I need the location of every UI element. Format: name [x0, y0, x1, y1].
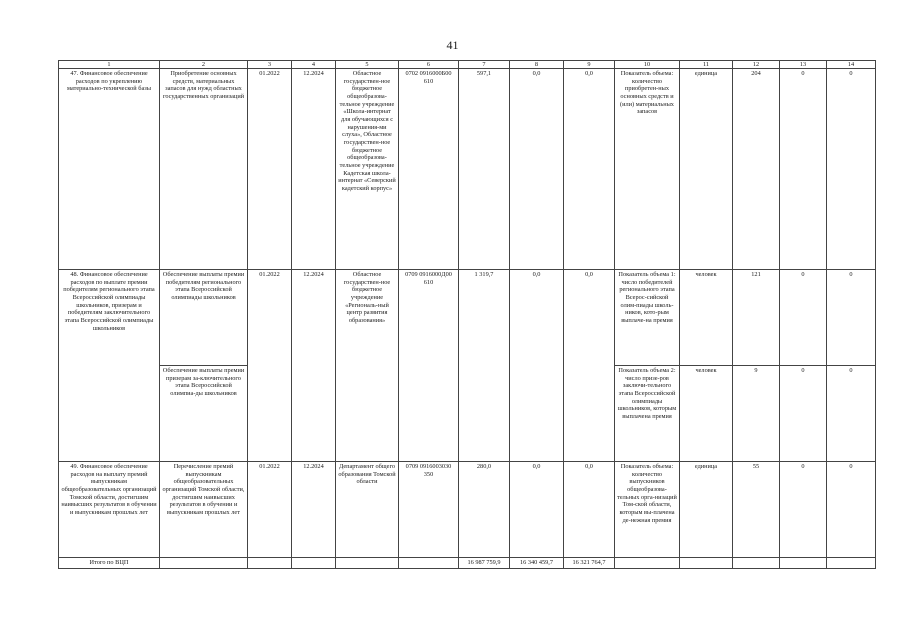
budget-code-cell: 0702 0916000Б00 610	[399, 69, 459, 270]
column-header: 12	[733, 61, 780, 69]
event-cell: Обеспечение выплаты премии победителям регионального этапа Всероссийской олимпиады школьников	[160, 270, 248, 366]
unit-cell: человек	[680, 366, 733, 462]
event-cell: Обеспечение выплаты премии призерам за-ключительного этапа Всероссийской олимпиа-ды школьников	[160, 366, 248, 462]
column-header: 3	[248, 61, 292, 69]
indicator-cell: Показатель объема: количество приобретен-ных основных средств и (или) материальных запасов	[615, 69, 680, 270]
start-date-cell: 01.2022	[248, 69, 292, 270]
column-header: 9	[564, 61, 615, 69]
value-cell: 0	[827, 270, 876, 366]
empty-cell	[780, 558, 827, 569]
amount-cell: 280,0	[459, 462, 510, 558]
value-cell: 121	[733, 270, 780, 366]
executor-cell: Областное государствен-ное бюджетное общеобразова-тельное учреждение «Школа-интернат для обучающихся с нарушения-ми слуха», Областное государствен-ное бюджетное общеобразова-тельное учреждение Кадетская школа-интернат «Северский кадетский корпус»	[336, 69, 399, 270]
empty-cell	[336, 558, 399, 569]
value-cell: 0	[827, 366, 876, 462]
executor-cell: Областное государствен-ное бюджетное учреждение «Региональ-ный центр развития образования»	[336, 270, 399, 462]
value-cell: 0	[827, 69, 876, 270]
task-cell: 48. Финансовое обеспечение расходов по выплате премии победителям регионального этапа Всероссийской олимпиады школьников, призерам и победителям заключительного этапа Всероссийской олимпиады школьников	[59, 270, 160, 462]
amount-cell: 0,0	[564, 462, 615, 558]
event-cell: Перечисление премий выпускникам общеобразовательных организаций Томской области, достигшим наивысших результатов в обучении и выпускникам прошлых лет	[160, 462, 248, 558]
column-header: 4	[292, 61, 336, 69]
column-header: 7	[459, 61, 510, 69]
unit-cell: единица	[680, 69, 733, 270]
value-cell: 0	[780, 270, 827, 366]
column-header: 8	[510, 61, 564, 69]
value-cell: 55	[733, 462, 780, 558]
unit-cell: человек	[680, 270, 733, 366]
column-header: 10	[615, 61, 680, 69]
task-cell: 47. Финансовое обеспечение расходов по укреплению материально-технической базы	[59, 69, 160, 270]
total-amount-cell: 16 340 459,7	[510, 558, 564, 569]
empty-cell	[680, 558, 733, 569]
end-date-cell: 12.2024	[292, 462, 336, 558]
header-row	[59, 61, 876, 69]
column-header: 5	[336, 61, 399, 69]
unit-cell: единица	[680, 462, 733, 558]
empty-cell	[248, 558, 292, 569]
value-cell: 9	[733, 366, 780, 462]
amount-cell: 597,1	[459, 69, 510, 270]
table-row	[59, 462, 876, 558]
total-amount-cell: 16 987 759,9	[459, 558, 510, 569]
total-amount-cell: 16 321 764,7	[564, 558, 615, 569]
total-row	[59, 558, 876, 569]
task-cell: 49. Финансовое обеспечение расходов на выплату премий выпускникам общеобразовательных организаций Томской области, достигшим наивысших результатов в обучении и выпускникам прошлых лет	[59, 462, 160, 558]
start-date-cell: 01.2022	[248, 462, 292, 558]
end-date-cell: 12.2024	[292, 69, 336, 270]
indicator-cell: Показатель объема 2: число призе-ров заключи-тельного этапа Всероссийской олимпиады школьников, которым выплачена премия	[615, 366, 680, 462]
column-header: 14	[827, 61, 876, 69]
value-cell: 204	[733, 69, 780, 270]
column-header: 11	[680, 61, 733, 69]
indicator-cell: Показатель объема 1: число победителей регионального этапа Всерос-сийской олим-пиады школь-ников, кото-рым выплаче-на премия	[615, 270, 680, 366]
empty-cell	[733, 558, 780, 569]
empty-cell	[615, 558, 680, 569]
empty-cell	[827, 558, 876, 569]
amount-cell: 0,0	[510, 270, 564, 462]
value-cell: 0	[780, 366, 827, 462]
event-cell: Приобретение основных средств, материальных запасов для нужд областных государственных организаций	[160, 69, 248, 270]
value-cell: 0	[827, 462, 876, 558]
amount-cell: 1 319,7	[459, 270, 510, 462]
value-cell: 0	[780, 462, 827, 558]
budget-code-cell: 0709 0916000Д00 610	[399, 270, 459, 462]
column-header: 2	[160, 61, 248, 69]
start-date-cell: 01.2022	[248, 270, 292, 462]
executor-cell: Департамент общего образования Томской области	[336, 462, 399, 558]
value-cell: 0	[780, 69, 827, 270]
indicator-cell: Показатель объема: количество выпускников общеобразова-тельных орга-низаций Том-ской области, которым вы-плачена де-нежная премия	[615, 462, 680, 558]
column-header: 6	[399, 61, 459, 69]
budget-code-cell: 0709 0916003030 350	[399, 462, 459, 558]
page-number: 41	[446, 38, 459, 52]
column-header: 1	[59, 61, 160, 69]
empty-cell	[160, 558, 248, 569]
amount-cell: 0,0	[564, 69, 615, 270]
total-label: Итого по ВЦП	[59, 558, 160, 569]
column-header: 13	[780, 61, 827, 69]
table-row	[59, 69, 876, 270]
empty-cell	[292, 558, 336, 569]
amount-cell: 0,0	[510, 69, 564, 270]
empty-cell	[399, 558, 459, 569]
program-table	[58, 60, 876, 569]
end-date-cell: 12.2024	[292, 270, 336, 462]
amount-cell: 0,0	[564, 270, 615, 462]
table-row	[59, 270, 876, 366]
amount-cell: 0,0	[510, 462, 564, 558]
